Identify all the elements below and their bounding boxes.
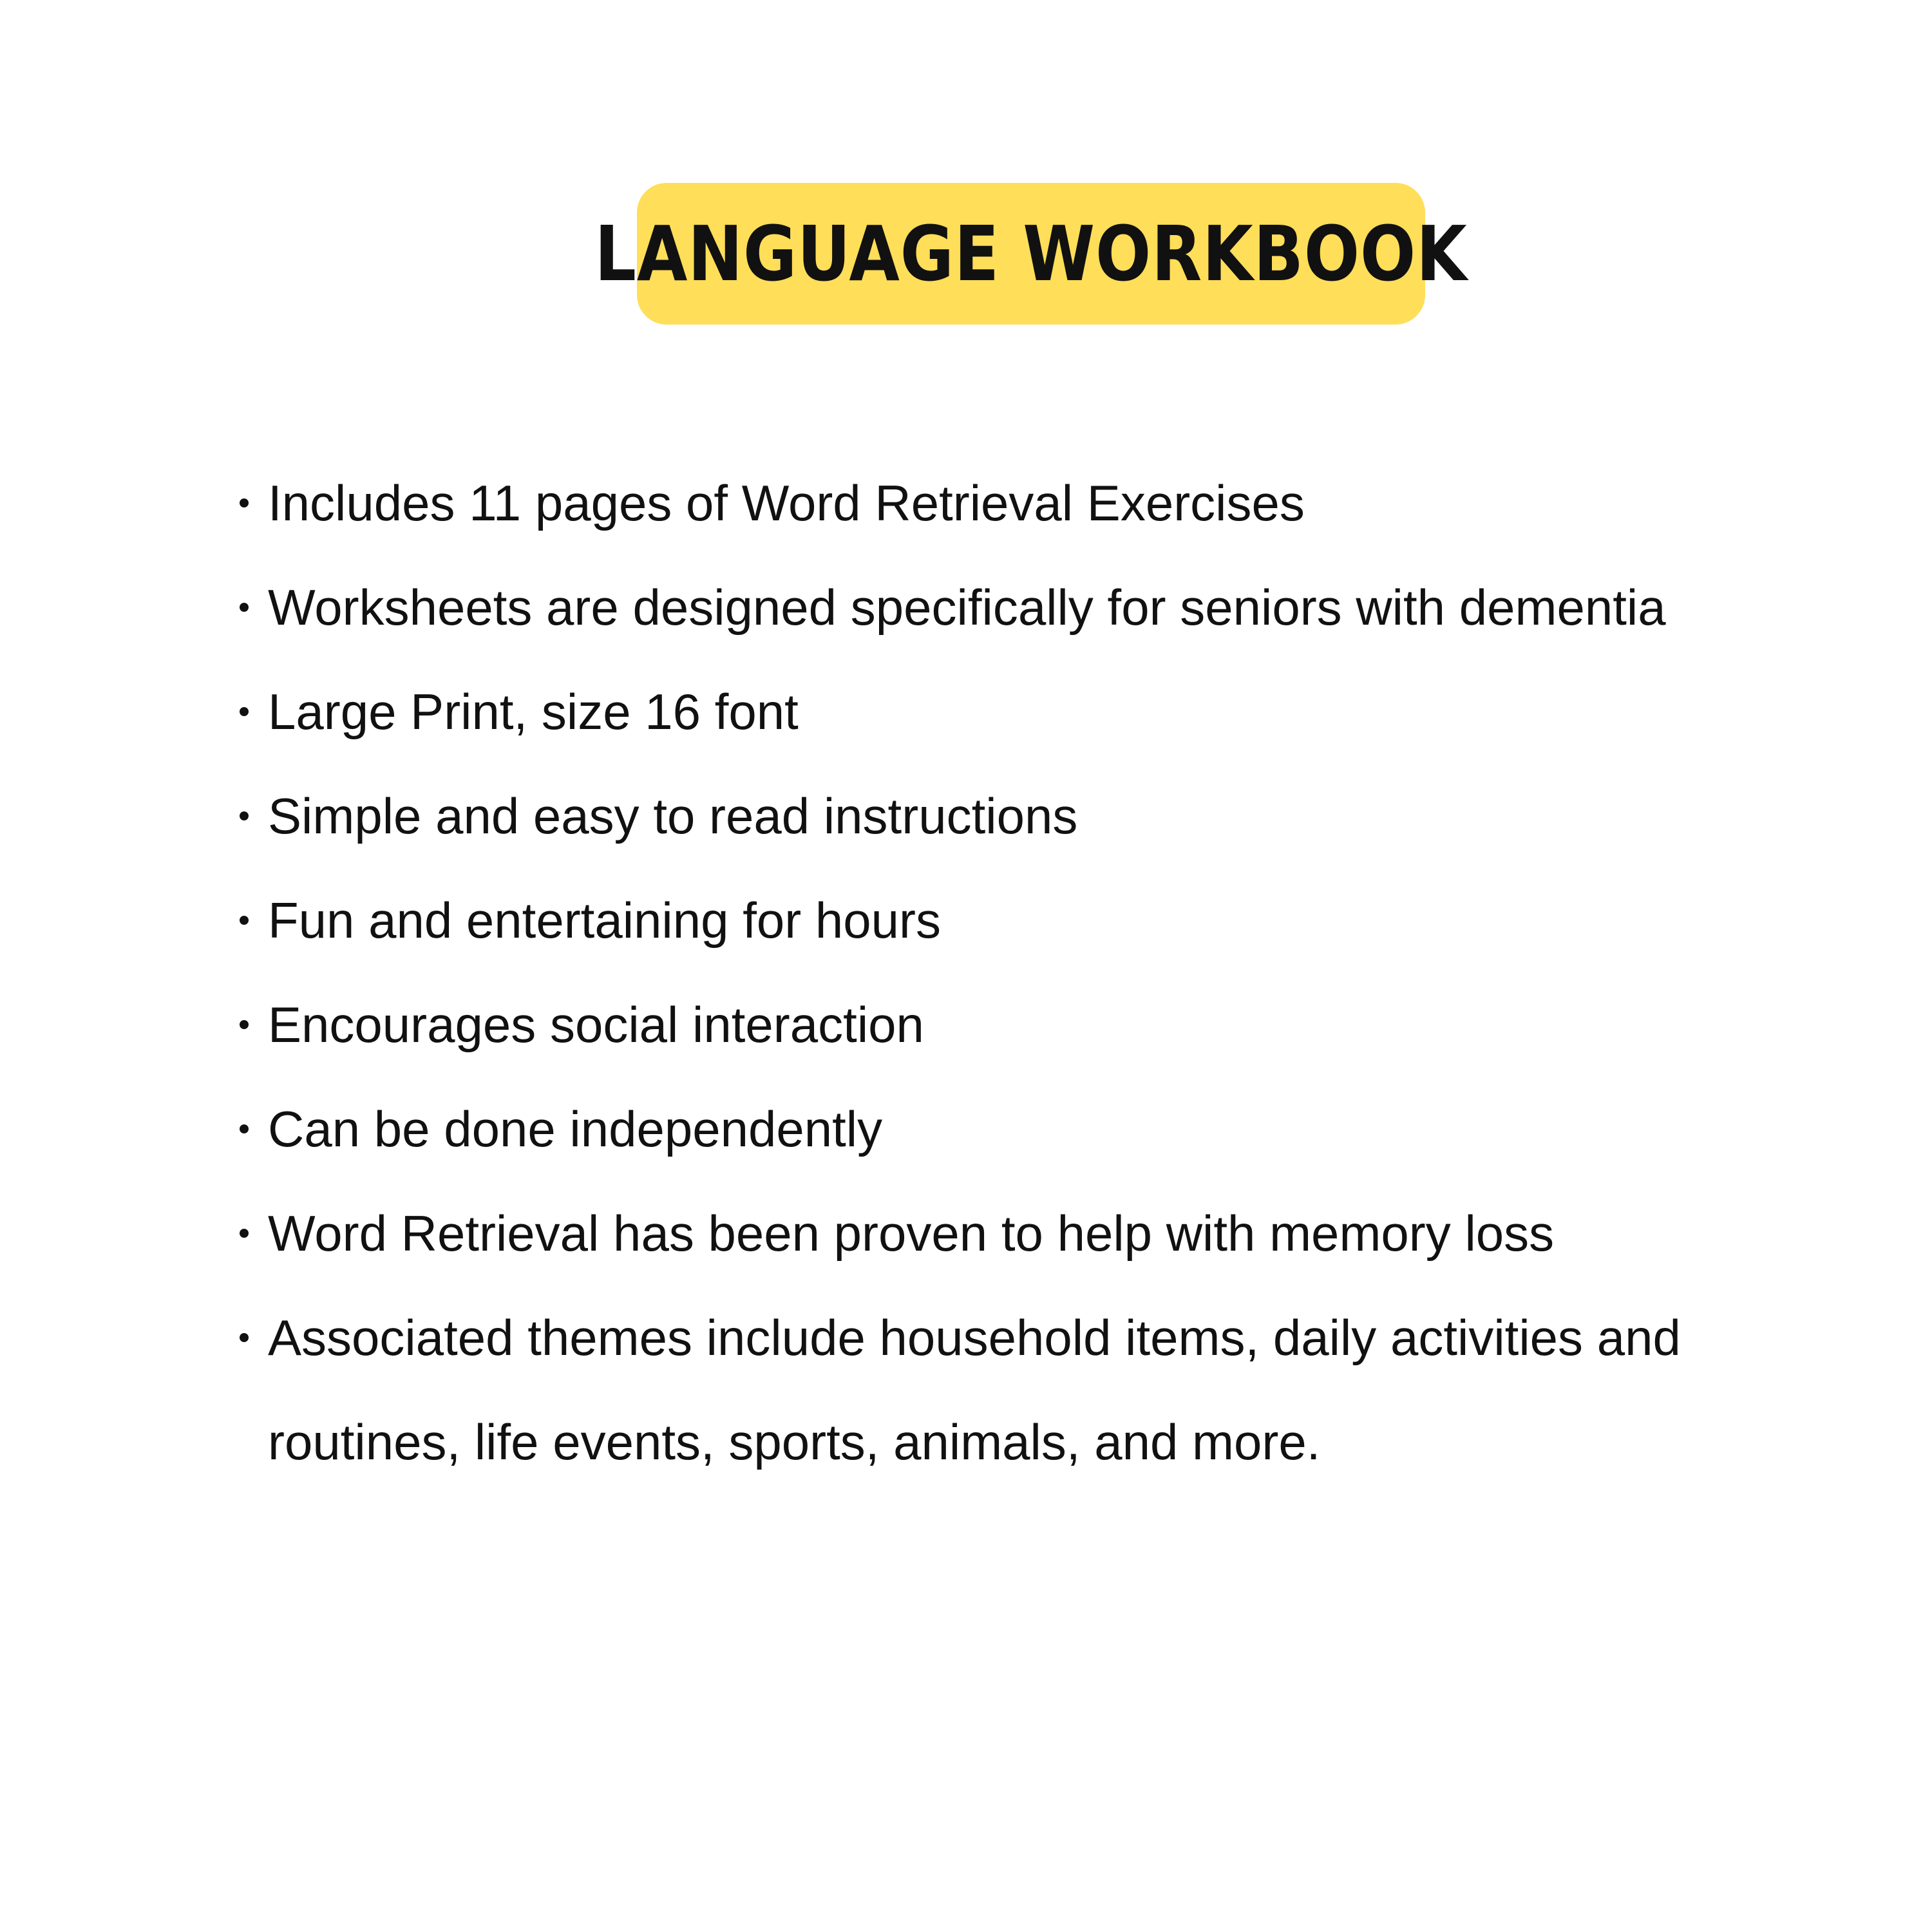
feature-text: Can be done independently: [268, 1101, 883, 1157]
feature-item-large-print: [232, 659, 1777, 764]
feature-item-pages: [232, 451, 1777, 555]
feature-text: Large Print, size 16 font: [268, 683, 799, 740]
feature-text: Fun and entertaining for hours: [268, 892, 942, 949]
feature-item-fun: [232, 868, 1777, 972]
bullet-icon: [240, 811, 249, 820]
feature-item-social: [232, 972, 1777, 1077]
page-title: LANGUAGE WORKBOOK: [594, 209, 1468, 298]
feature-text: Includes 11 pages of Word Retrieval Exercises: [268, 475, 1305, 531]
bullet-icon: [240, 1333, 249, 1342]
title-badge: [594, 183, 1468, 325]
bullet-icon: [240, 1020, 249, 1029]
feature-text: Word Retrieval has been proven to help with memory loss: [268, 1205, 1555, 1262]
feature-text: Encourages social interaction: [268, 996, 924, 1053]
feature-list: [232, 451, 1777, 1494]
feature-text: Simple and easy to read instructions: [268, 788, 1078, 844]
bullet-icon: [240, 707, 249, 716]
feature-text: Worksheets are designed specifically for seniors with dementia: [268, 579, 1666, 636]
feature-text: Associated themes include household items, daily activities and routines, life events, sports, animals, and more.: [268, 1309, 1681, 1470]
feature-item-independent: [232, 1077, 1777, 1181]
bullet-icon: [240, 603, 249, 612]
feature-item-instructions: [232, 764, 1777, 868]
feature-item-memory: [232, 1181, 1777, 1285]
bullet-icon: [240, 1124, 249, 1133]
bullet-icon: [240, 1229, 249, 1238]
bullet-icon: [240, 916, 249, 925]
feature-item-seniors: [232, 555, 1777, 659]
feature-item-themes: [232, 1285, 1777, 1494]
bullet-icon: [240, 498, 249, 507]
